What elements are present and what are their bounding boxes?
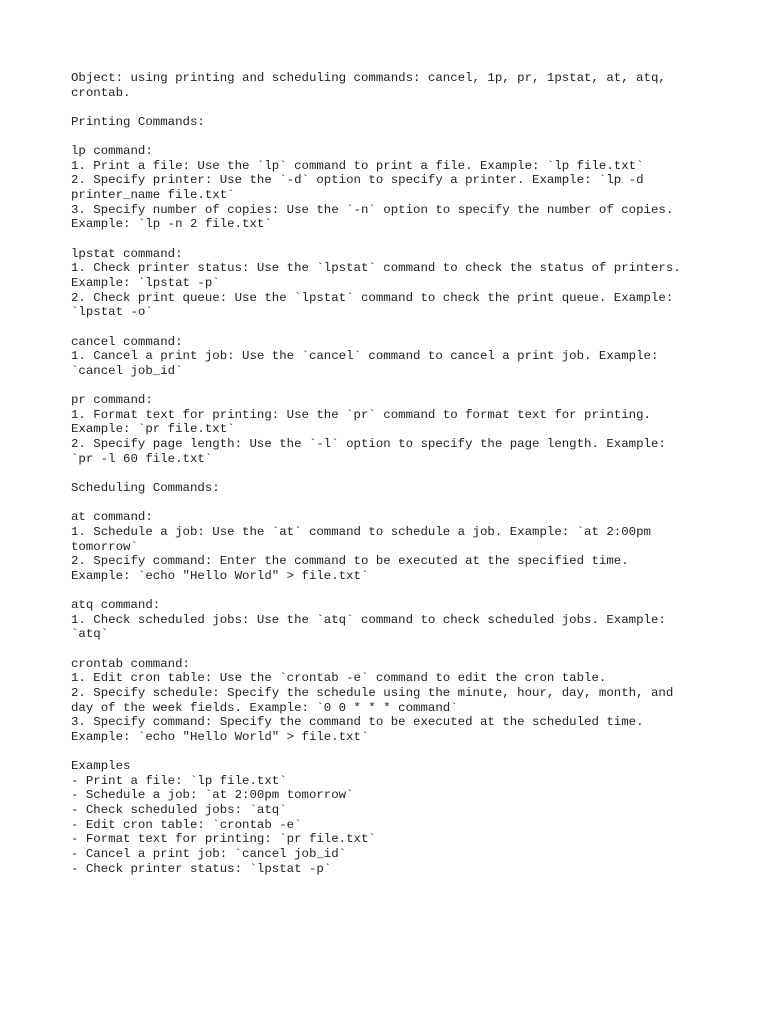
text-line: cancel command: — [71, 334, 183, 349]
text-line: tomorrow` — [71, 539, 138, 554]
text-line: 1. Cancel a print job: Use the `cancel` command to cancel a print job. Example: — [71, 349, 659, 364]
text-line: - Cancel a print job: `cancel job_id` — [71, 846, 347, 861]
blank-line — [71, 378, 701, 393]
blank-line — [71, 642, 701, 657]
text-line: 1. Check scheduled jobs: Use the `atq` command to check scheduled jobs. Example: — [71, 612, 666, 627]
blank-line — [71, 496, 701, 511]
text-line: Example: `lpstat -p` — [71, 275, 220, 290]
text-line: lp command: — [71, 144, 153, 159]
text-line: pr command: — [71, 393, 153, 408]
text-line: 1. Print a file: Use the `lp` command to print a file. Example: `lp file.txt` — [71, 158, 644, 173]
blank-line — [71, 583, 701, 598]
text-line: `cancel job_id` — [71, 363, 183, 378]
text-line: 2. Specify schedule: Specify the schedule using the minute, hour, day, month, and — [71, 685, 674, 700]
text-line: Examples — [71, 759, 131, 774]
text-line: 1. Check printer status: Use the `lpstat` command to check the status of printers. — [71, 261, 681, 276]
text-line: day of the week fields. Example: `0 0 * * * command` — [71, 700, 458, 715]
text-line: crontab command: — [71, 656, 190, 671]
text-line: 1. Schedule a job: Use the `at` command to schedule a job. Example: `at 2:00pm — [71, 524, 651, 539]
text-line: - Format text for printing: `pr file.txt` — [71, 832, 376, 847]
text-line: 1. Format text for printing: Use the `pr` command to format text for printing. — [71, 407, 651, 422]
blank-line — [71, 130, 701, 145]
text-line: atq command: — [71, 598, 161, 613]
text-line: Example: `lp -n 2 file.txt` — [71, 217, 272, 232]
text-line: 2. Check print queue: Use the `lpstat` command to check the print queue. Example: — [71, 290, 674, 305]
text-line: lpstat command: — [71, 246, 183, 261]
blank-line — [71, 320, 701, 335]
text-line: at command: — [71, 510, 153, 525]
text-line: Scheduling Commands: — [71, 480, 220, 495]
text-line: - Check scheduled jobs: `atq` — [71, 803, 287, 818]
document-page — [71, 71, 701, 876]
text-line: `pr -l 60 file.txt` — [71, 451, 213, 466]
text-line: 2. Specify command: Enter the command to be executed at the specified time. — [71, 554, 629, 569]
text-line: 3. Specify number of copies: Use the `-n` option to specify the number of copies. — [71, 202, 674, 217]
text-line: - Print a file: `lp file.txt` — [71, 773, 287, 788]
text-line: Example: `pr file.txt` — [71, 422, 235, 437]
text-line: crontab. — [71, 85, 131, 100]
text-line: - Edit cron table: `crontab -e` — [71, 817, 302, 832]
text-line: - Check printer status: `lpstat -p` — [71, 861, 332, 876]
text-line: `atq` — [71, 627, 109, 642]
text-line: 1. Edit cron table: Use the `crontab -e` command to edit the cron table. — [71, 671, 607, 686]
text-line: `lpstat -o` — [71, 305, 153, 320]
text-line: printer_name file.txt` — [71, 188, 235, 203]
blank-line — [71, 232, 701, 247]
blank-line — [71, 466, 701, 481]
blank-line — [71, 100, 701, 115]
text-line: 3. Specify command: Specify the command to be executed at the scheduled time. — [71, 715, 644, 730]
text-line: - Schedule a job: `at 2:00pm tomorrow` — [71, 788, 354, 803]
text-line: 2. Specify page length: Use the `-l` option to specify the page length. Example: — [71, 437, 666, 452]
text-line: Example: `echo "Hello World" > file.txt` — [71, 568, 369, 583]
text-line: Example: `echo "Hello World" > file.txt` — [71, 729, 369, 744]
blank-line — [71, 744, 701, 759]
text-line: 2. Specify printer: Use the `-d` option to specify a printer. Example: `lp -d — [71, 173, 644, 188]
text-line: Object: using printing and scheduling commands: cancel, 1p, pr, 1pstat, at, atq, — [71, 71, 666, 85]
text-line: Printing Commands: — [71, 114, 205, 129]
